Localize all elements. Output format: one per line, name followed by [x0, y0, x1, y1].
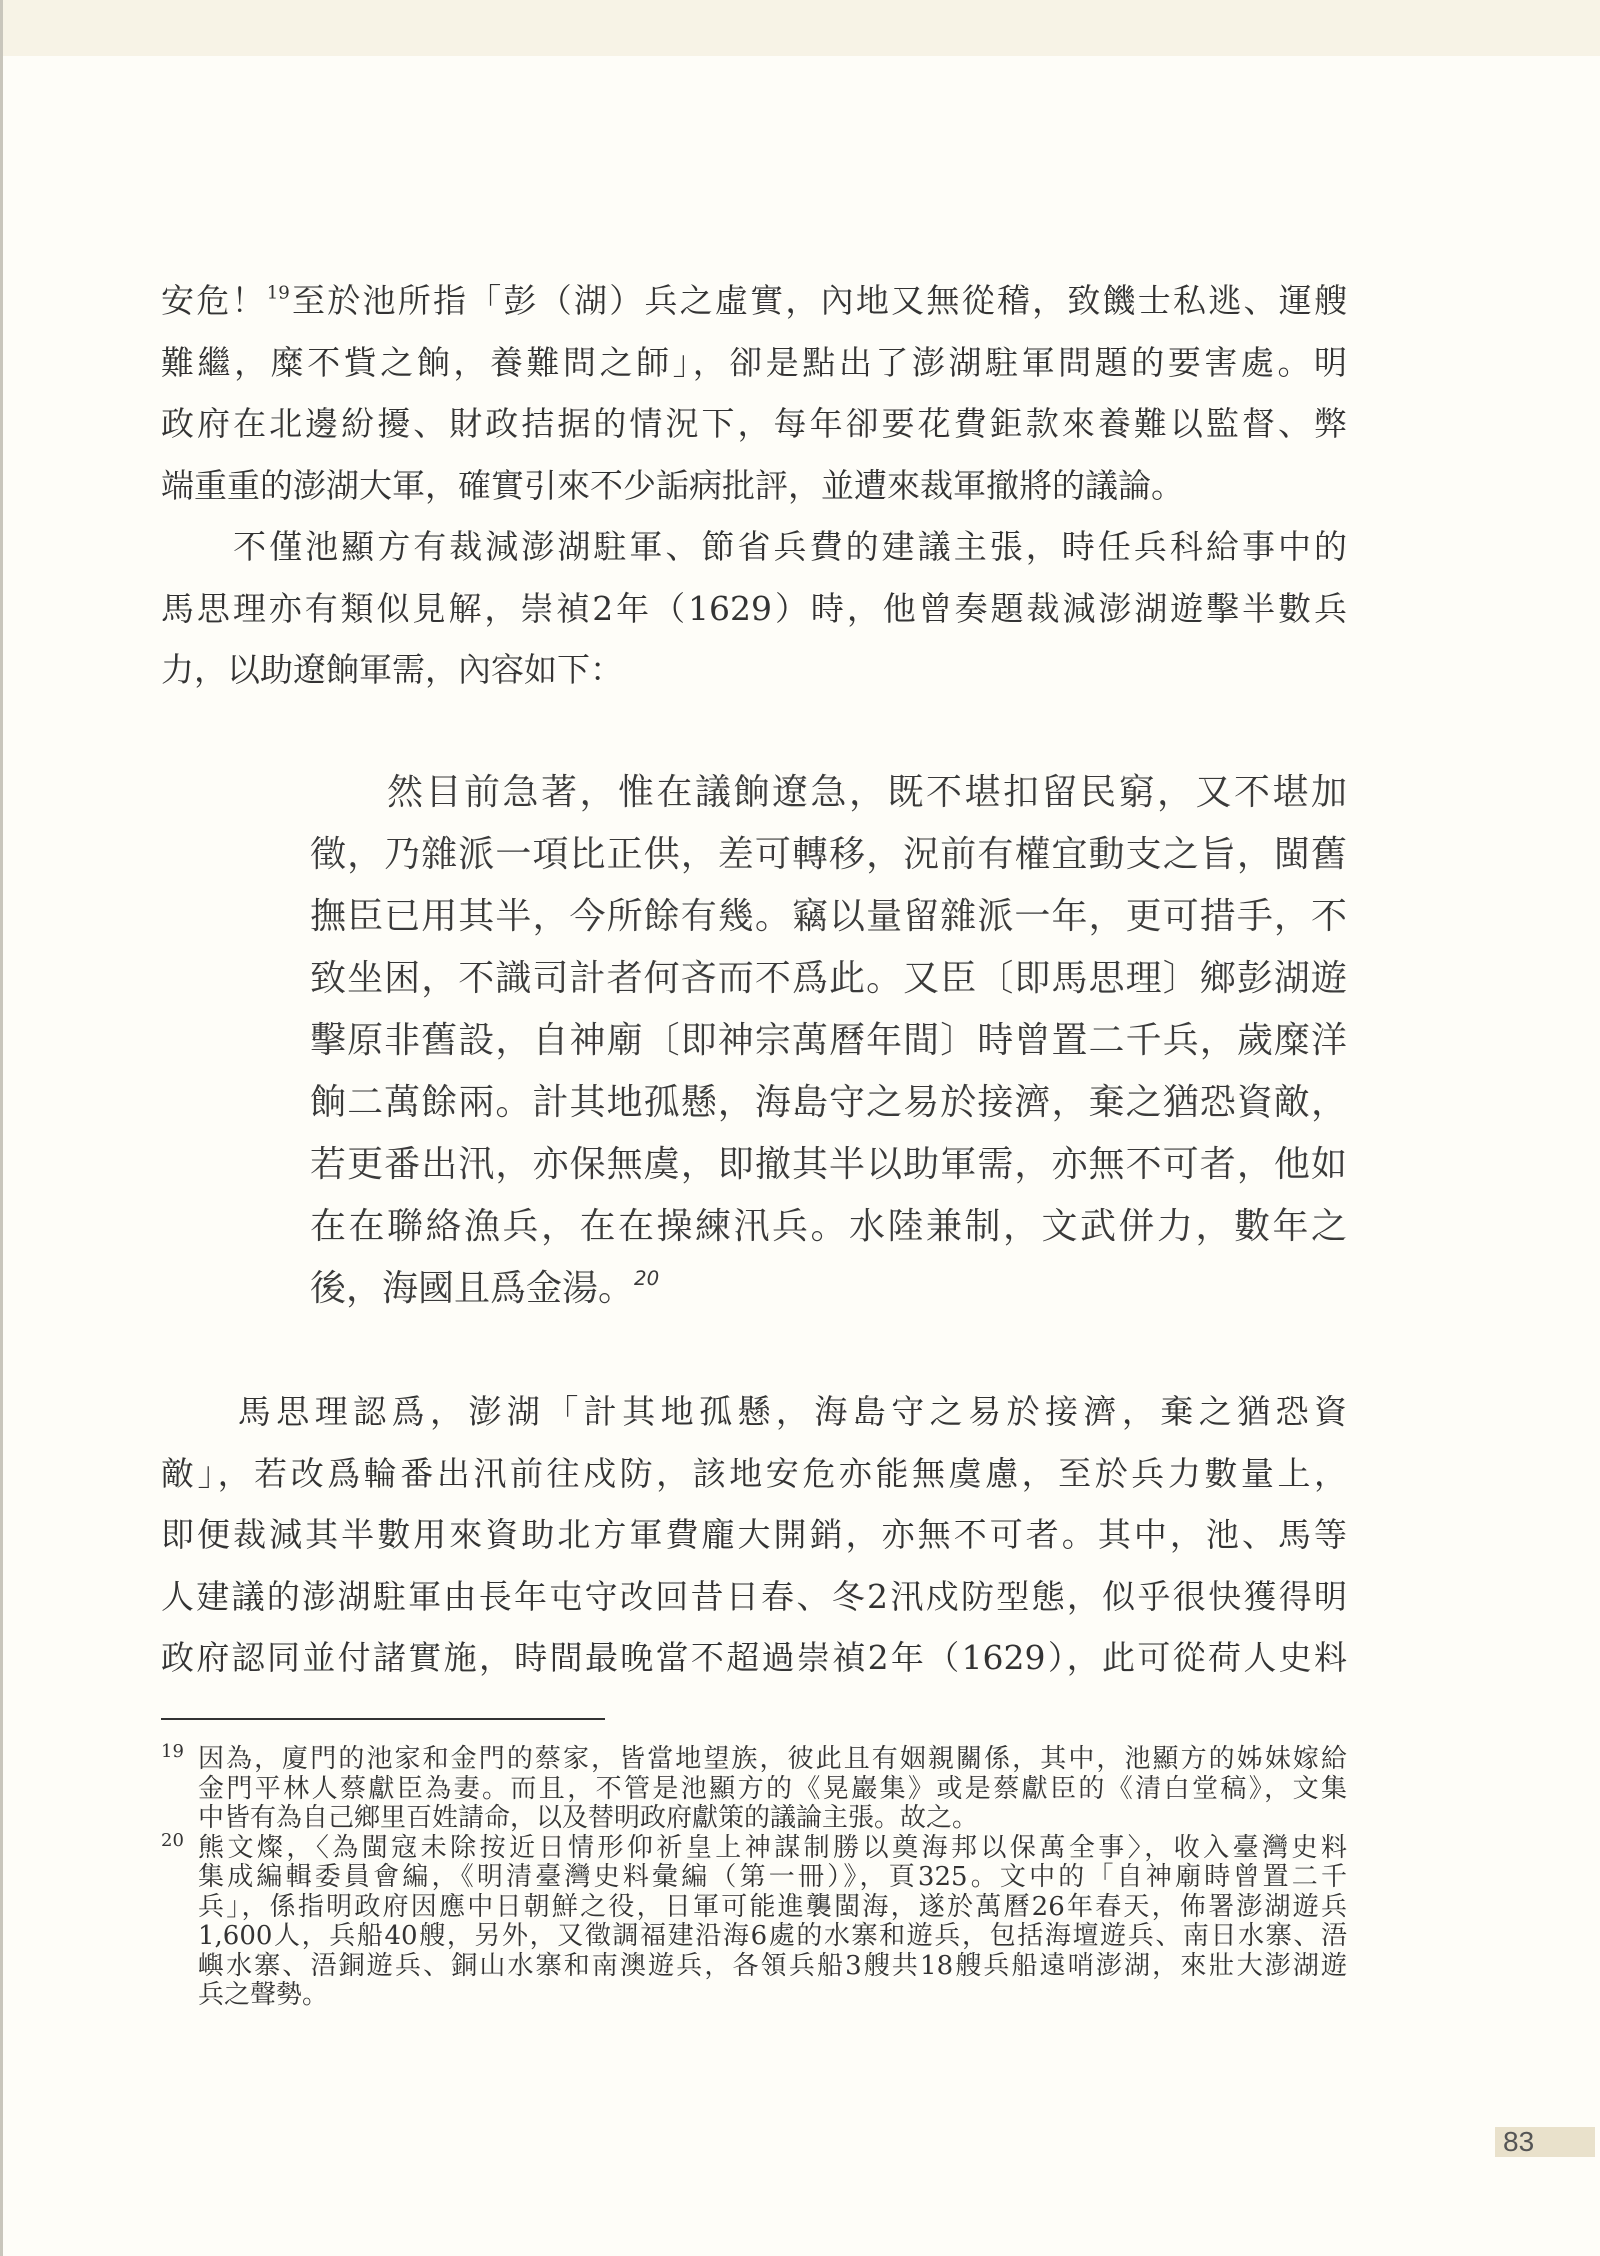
footnote-ref-19[interactable]: 19	[266, 282, 290, 304]
page-edge	[0, 0, 3, 2256]
text-line: 然目前急著，惟在議餉遼急，既不堪扣留民窮，又不堪加	[310, 772, 1347, 813]
text-line: 嶼水寨、浯銅遊兵、銅山水寨和南澳遊兵，各領兵船3艘共18艘兵船遠哨澎湖，來壯大澎湖遊	[198, 1950, 1347, 1981]
block-quote	[310, 762, 1347, 1320]
page-number: 83	[1495, 2127, 1595, 2157]
text-line: 1,600人，兵船40艘，另外，又徵調福建沿海6處的水寨和遊兵，包括海壇遊兵、南日水寨、浯	[198, 1921, 1347, 1951]
text-line: 餉二萬餘兩。計其地孤懸，海島守之易於接濟，棄之猶恐資敵，	[310, 1082, 1347, 1123]
text-line: 力，以助遼餉軍需，內容如下：	[161, 650, 623, 689]
text-line: 馬思理認爲，澎湖「計其地孤懸，海島守之易於接濟，棄之猶恐資	[161, 1392, 1347, 1431]
text-run: 安危！	[161, 281, 267, 320]
text-line: 敵」，若改爲輪番出汛前往戍防，該地安危亦能無虞慮，至於兵力數量上，	[161, 1453, 1347, 1493]
text-line: 兵」，係指明政府因應中日朝鮮之役，日軍可能進襲閩海，遂於萬曆26年春天，佈署澎湖遊兵	[198, 1891, 1347, 1922]
text-line: 兵之聲勢。	[198, 1980, 329, 2010]
footnote-19	[161, 1741, 1347, 1834]
text-line	[310, 1258, 1347, 1320]
text-line: 熊文燦，〈為閩寇未除按近日情形仰祈皇上神謀制勝以奠海邦以保萬全事〉，收入臺灣史料	[198, 1832, 1347, 1863]
text-run: 至於池所指「彭（湖）兵之虛實，內地又無從稽，致饑士私逃、運艘	[289, 281, 1347, 320]
text-line: 因為，廈門的池家和金門的蔡家，皆當地望族，彼此且有姻親關係，其中，池顯方的姊妹嫁給	[198, 1744, 1347, 1774]
text-line: 政府認同並付諸實施，時間最晚當不超過崇禎2年（1629），此可從荷人史料	[161, 1638, 1347, 1677]
text-line: 端重重的澎湖大軍，確實引來不少詬病批評，並遭來裁軍撤將的議論。	[161, 465, 1184, 505]
text-line: 致坐困，不識司計者何吝而不爲此。又臣〔即馬思理〕鄉彭湖遊	[310, 958, 1347, 999]
text-line: 金門平林人蔡獻臣為妻。而且，不管是池顯方的《晃巖集》或是蔡獻臣的《清白堂稿》，文集	[198, 1773, 1347, 1804]
footnote-number: 20	[161, 1829, 184, 1851]
text-run: 後，海國且爲金湯。	[310, 1268, 635, 1309]
text-line: 在在聯絡漁兵，在在操練汛兵。水陸兼制，文武併力，數年之	[310, 1206, 1347, 1247]
footnotes	[161, 1741, 1347, 2011]
text-line: 難繼，糜不貲之餉，養難問之師」，卻是點出了澎湖駐軍問題的要害處。明	[161, 342, 1347, 382]
page-top-band	[0, 0, 1600, 56]
text-line: 即便裁減其半數用來資助北方軍費龐大開銷，亦無不可者。其中，池、馬等	[161, 1515, 1347, 1554]
text-line: 中皆有為自己鄉里百姓請命，以及替明政府獻策的議論主張。故之。	[198, 1803, 979, 1833]
paragraph-3	[161, 1381, 1347, 1689]
footnote-20	[161, 1829, 1347, 2011]
text-line	[161, 270, 1347, 332]
text-line: 撫臣已用其半，今所餘有幾。竊以量留雜派一年，更可措手，不	[310, 896, 1347, 937]
text-line: 擊原非舊設，自神廟〔即神宗萬曆年間〕時曾置二千兵，歲糜洋	[310, 1020, 1347, 1061]
footnote-ref-20[interactable]: 20	[634, 1267, 660, 1291]
footnote-divider	[161, 1718, 605, 1720]
text-line: 不僅池顯方有裁減澎湖駐軍、節省兵費的建議主張，時任兵科給事中的	[161, 527, 1347, 566]
text-line: 政府在北邊紛擾、財政拮据的情況下，每年卻要花費鉅款來養難以監督、弊	[161, 404, 1347, 443]
text-line: 徵，乃雜派一項比正供，差可轉移，況前有權宜動支之旨，閩舊	[310, 834, 1347, 875]
text-line: 集成編輯委員會編，《明清臺灣史料彙編（第一冊）》，頁325。文中的「自神廟時曾置二千	[198, 1862, 1347, 1892]
paragraph-1	[161, 270, 1347, 516]
text-line: 若更番出汛，亦保無虞，即撤其半以助軍需，亦無不可者，他如	[310, 1144, 1347, 1185]
paragraph-2	[161, 516, 1347, 701]
footnote-number: 19	[161, 1741, 184, 1762]
text-line: 人建議的澎湖駐軍由長年屯守改回昔日春、冬2汛戍防型態，似乎很快獲得明	[161, 1576, 1347, 1616]
text-line: 馬思理亦有類似見解，崇禎2年（1629）時，他曾奏題裁減澎湖遊擊半數兵	[161, 588, 1347, 628]
